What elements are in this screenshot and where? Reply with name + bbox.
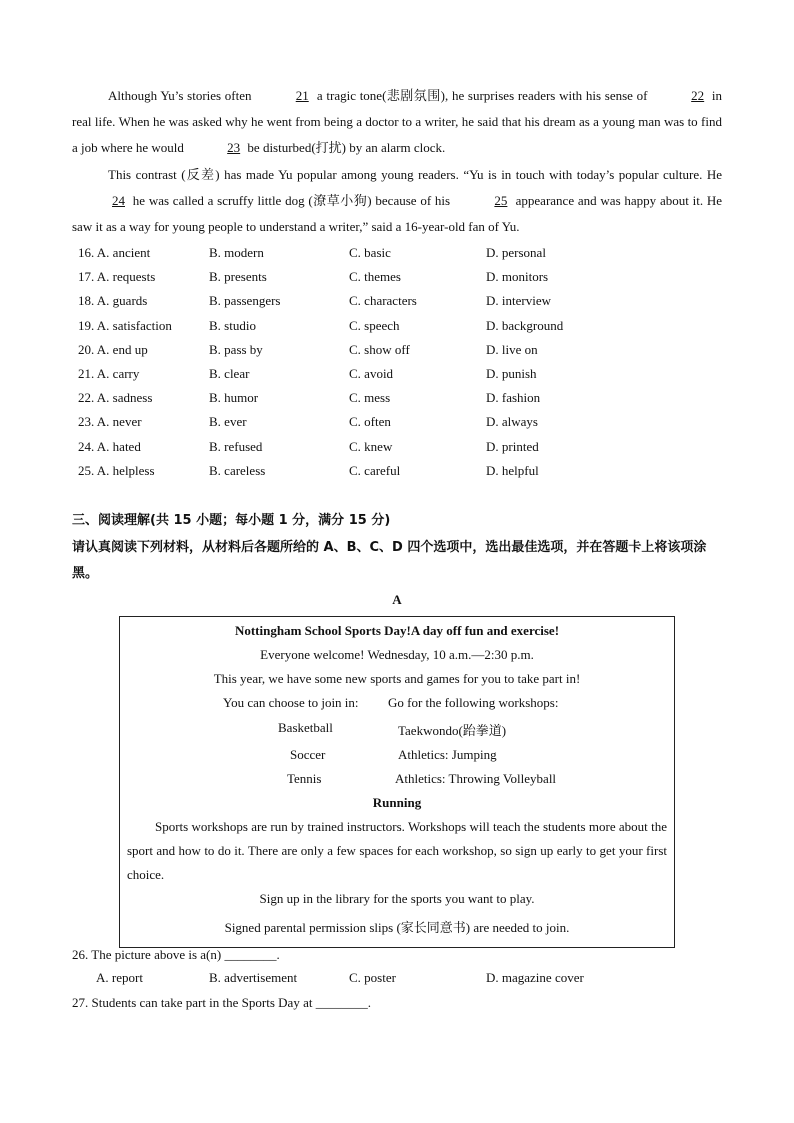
- option-a: 17. A. requests: [78, 269, 156, 285]
- option-d: D. printed: [486, 438, 539, 454]
- option-a: 25. A. helpless: [78, 462, 155, 478]
- section-instruction: 请认真阅读下列材料，从材料后各题所给的 A、B、C、D 四个选项中，选出最佳选项，并在答题卡上将该项涂黑。: [72, 540, 707, 581]
- question-26-options: [72, 970, 722, 992]
- passage-paragraph-2: [72, 162, 722, 240]
- option-row: [72, 410, 722, 434]
- option-row: [72, 459, 722, 483]
- option-d: D. fashion: [486, 390, 541, 406]
- passage-letter: A: [392, 592, 402, 607]
- option-d: D. magazine cover: [486, 970, 584, 985]
- option-d: D. punish: [486, 365, 537, 381]
- option-row: [72, 241, 722, 265]
- option-b: B. careless: [209, 462, 266, 478]
- option-c: C. characters: [349, 293, 417, 309]
- option-a: A. report: [96, 970, 143, 985]
- blank-24: 24: [112, 193, 125, 208]
- option-b: B. passengers: [209, 293, 281, 309]
- sport-item: Basketball: [278, 720, 333, 735]
- poster-workshops-label: Go for the following workshops:: [388, 695, 559, 710]
- passage-text: Although Yu’s stories often: [108, 88, 256, 103]
- poster-choose-label: You can choose to join in:: [223, 695, 359, 710]
- option-a: 23. A. never: [78, 414, 142, 430]
- option-d: D. background: [486, 317, 564, 333]
- poster-signup: Sign up in the library for the sports you want to play.: [259, 891, 535, 906]
- option-c: C. mess: [349, 390, 391, 406]
- option-b: B. refused: [209, 438, 263, 454]
- option-a: 22. A. sadness: [78, 390, 153, 406]
- option-a: 18. A. guards: [78, 293, 148, 309]
- option-b: B. modern: [209, 245, 264, 260]
- option-c: C. avoid: [349, 365, 394, 381]
- sport-item: Tennis: [287, 771, 322, 786]
- question-27: 27. Students can take part in the Sports Day at ________.: [72, 995, 371, 1010]
- option-c: C. basic: [349, 245, 391, 260]
- poster-new-sports: This year, we have some new sports and games for you to take part in!: [213, 671, 581, 686]
- passage-text: appearance and was happy about it. He saw it as a way for young people to understand a writer,” said a 16-year-old fan of Yu.: [72, 193, 722, 234]
- passage-text: he was called a scruffy little dog (潦草小狗) because of his: [129, 193, 454, 208]
- question-26: 26. The picture above is a(n) ________.: [72, 947, 280, 962]
- section-title: 三、阅读理解(共 15 小题；每小题 1 分，满分 15 分): [72, 513, 391, 528]
- sport-item: Soccer: [290, 747, 326, 762]
- cloze-options: [72, 241, 722, 483]
- option-b: B. pass by: [209, 341, 263, 357]
- poster-welcome: Everyone welcome! Wednesday, 10 a.m.—2:30 p.m.: [260, 647, 534, 662]
- passage-text: be disturbed(打扰) by an alarm clock.: [244, 140, 446, 155]
- option-d: D. interview: [486, 293, 551, 309]
- option-row: [72, 289, 722, 313]
- option-b: B. studio: [209, 317, 256, 333]
- option-d: D. personal: [486, 245, 546, 260]
- blank-21: 21: [295, 88, 309, 103]
- option-a: 24. A. hated: [78, 438, 141, 454]
- option-c: C. knew: [349, 438, 393, 454]
- option-row: [72, 386, 722, 410]
- option-row: [72, 338, 722, 362]
- passage-text: in real life. When he was asked why he went from being a doctor to a writer, he said that his dream as a young man was to find a job where he would: [72, 88, 722, 155]
- poster-running: Running: [372, 795, 422, 810]
- workshop-item: Athletics: Throwing Volleyball: [395, 771, 557, 786]
- option-row: [72, 265, 722, 289]
- poster-permission: Signed parental permission slips (家长同意书) are needed to join.: [224, 920, 570, 935]
- passage-text: a tragic tone(悲剧氛围), he surprises readers with his sense of: [313, 88, 652, 103]
- blank-23: 23: [227, 140, 241, 155]
- option-b: B. advertisement: [209, 970, 298, 985]
- option-b: B. presents: [209, 269, 267, 285]
- option-b: B. humor: [209, 390, 259, 406]
- blank-22: 22: [691, 88, 705, 103]
- blank-25: 25: [494, 193, 508, 208]
- option-c: C. poster: [349, 970, 396, 985]
- option-c: C. speech: [349, 317, 400, 333]
- option-c: C. show off: [349, 341, 410, 357]
- option-a: 21. A. carry: [78, 365, 140, 381]
- option-c: C. careful: [349, 462, 401, 478]
- option-a: 16. A. ancient: [78, 245, 151, 260]
- option-d: D. always: [486, 414, 538, 430]
- passage-text: This contrast (反差) has made Yu popular among young readers. “Yu is in touch with today’s popular culture. He: [108, 167, 722, 182]
- poster-box: [119, 616, 675, 948]
- option-d: D. helpful: [486, 462, 539, 478]
- option-b: B. clear: [209, 365, 250, 381]
- option-c: C. themes: [349, 269, 401, 285]
- option-row: [72, 314, 722, 338]
- option-b: B. ever: [209, 414, 247, 430]
- workshop-item: Athletics: Jumping: [398, 747, 497, 762]
- option-a: 20. A. end up: [78, 341, 148, 357]
- option-d: D. monitors: [486, 269, 549, 285]
- workshop-item: Taekwondo(跆拳道): [398, 723, 507, 738]
- option-row: [72, 435, 722, 459]
- option-d: D. live on: [486, 341, 538, 357]
- option-row: [72, 362, 722, 386]
- passage-paragraph-1: [72, 83, 722, 161]
- poster-description: Sports workshops are run by trained instructors. Workshops will teach the students more about the sport and how to do it. There are only a few spaces for each workshop, so sign up early to get your first choice.: [127, 819, 667, 882]
- poster-title: Nottingham School Sports Day!A day off fun and exercise!: [234, 623, 560, 638]
- option-c: C. often: [349, 414, 391, 430]
- option-a: 19. A. satisfaction: [78, 317, 172, 333]
